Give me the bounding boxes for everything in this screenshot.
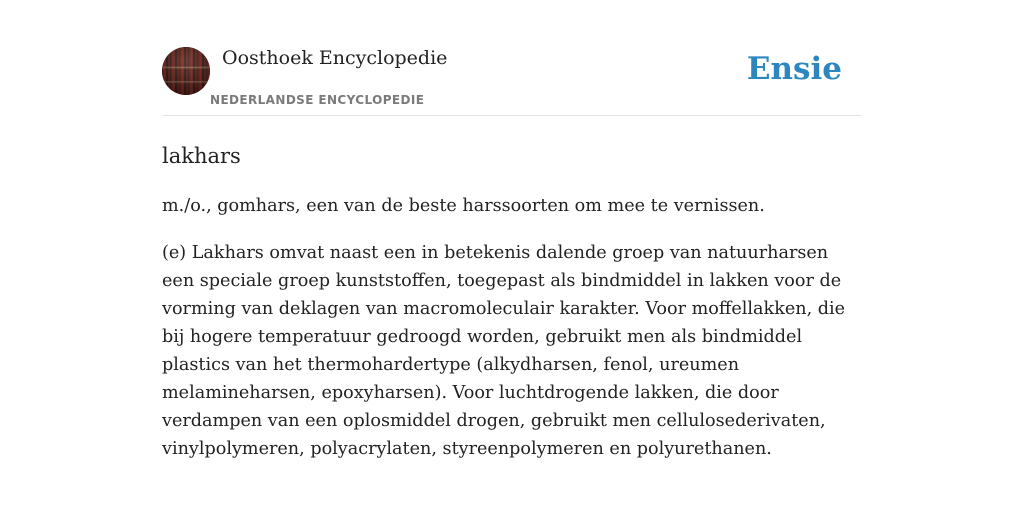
entry-card [162,45,862,463]
brand-logo-link[interactable]: Ensie [746,51,842,87]
encyclopedia-avatar-icon[interactable] [162,47,210,95]
definition-paragraph-2: (e) Lakhars omvat naast een in betekenis dalende groep van natuurharsen een speciale groep kunststoffen, toegepast als bindmiddel in lakken voor de vorming van deklagen van macromoleculair karakter. Voor moffellakken, die bij hogere temperatuur gedroogd worden, gebruikt men als bindmiddel plastics van het thermohardertype (alkydharsen, fenol, ureumen melamineharsen, epoxyharsen). Voor luchtdrogende lakken, die door verdampen van een oplosmiddel drogen, gebruikt men cellulosederivaten, vinylpolymeren, polyacrylaten, styreenpolymeren en polyurethanen. [162,243,846,459]
site-title[interactable]: Oosthoek Encyclopedie [222,47,448,69]
site-subtitle: NEDERLANDSE ENCYCLOPEDIE [210,93,425,107]
header [162,45,862,116]
definition-paragraph-1: m./o., gomhars, een van de beste harssoorten om mee te vernissen. [162,196,765,216]
entry-term: lakhars [162,144,241,168]
